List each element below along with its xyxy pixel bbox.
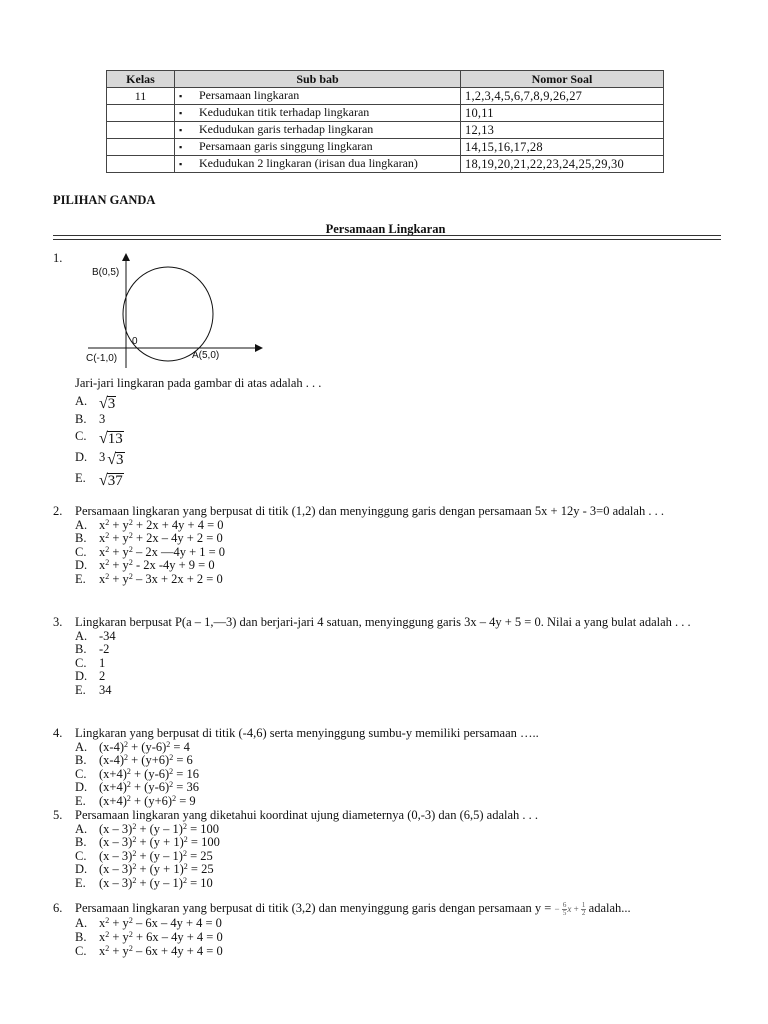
table-row bbox=[107, 105, 664, 122]
origin-label: 0 bbox=[132, 336, 138, 347]
bullet-icon: ▪ bbox=[179, 159, 183, 169]
cell-nomor-soal: 12,13 bbox=[461, 122, 664, 139]
question-4 bbox=[53, 727, 723, 809]
option-text: (x – 3)$^2$ + (y – 1)$^2$ = 100 bbox=[99, 821, 220, 836]
option-a[interactable] bbox=[75, 741, 723, 755]
bullet-icon: ▪ bbox=[179, 142, 183, 152]
option-letter: C. bbox=[75, 848, 87, 863]
cell-kelas: 11 bbox=[107, 88, 175, 105]
option-b[interactable] bbox=[75, 532, 723, 546]
option-text: 2 bbox=[99, 669, 106, 684]
option-text: $x^2 + y^2 - 6x - 4y + 4 = 0$ bbox=[99, 916, 222, 931]
fraction-denominator: 5 bbox=[562, 909, 567, 918]
cell-sub-bab-text: Kedudukan 2 lingkaran (irisan dua lingkaran) bbox=[199, 156, 418, 170]
cell-sub-bab bbox=[175, 139, 461, 156]
option-text: (x – 3)$^2$ + (y – 1)$^2$ = 25 bbox=[99, 848, 213, 863]
option-d[interactable] bbox=[75, 781, 723, 795]
option-list bbox=[75, 391, 723, 489]
point-b-label: B(0,5) bbox=[92, 267, 120, 278]
option-letter: C. bbox=[75, 943, 87, 958]
option-e[interactable] bbox=[75, 468, 723, 489]
option-c[interactable] bbox=[75, 768, 723, 782]
option-list bbox=[75, 823, 723, 891]
bullet-icon: ▪ bbox=[179, 125, 183, 135]
question-stem: Persamaan lingkaran yang berpusat di titik (1,2) dan menyinggung garis dengan persamaan 5x + 12y - 3=0 adalah . . . bbox=[75, 504, 664, 518]
option-text: $(x - 3)^2 + (y + 1)^2 = 25$ bbox=[99, 862, 214, 877]
option-list bbox=[75, 630, 723, 698]
header-sub-bab: Sub bab bbox=[175, 71, 461, 88]
option-b[interactable] bbox=[75, 754, 723, 768]
option-letter: D. bbox=[75, 669, 88, 684]
fraction-numerator: 1 bbox=[581, 901, 586, 910]
option-list bbox=[75, 741, 723, 809]
option-e[interactable] bbox=[75, 573, 723, 587]
sqrt-expression: √ 37 bbox=[99, 471, 123, 489]
question-number: 6. bbox=[53, 901, 63, 915]
option-text: $(x-4)^2 + (y-6)^2 = 4$ bbox=[99, 739, 190, 754]
cell-sub-bab-text: Kedudukan garis terhadap lingkaran bbox=[199, 122, 374, 136]
sqrt-expression: √ 3 bbox=[99, 394, 116, 412]
option-text: -2 bbox=[99, 642, 110, 657]
radicand: 13 bbox=[107, 430, 123, 447]
topic-table bbox=[106, 70, 664, 173]
option-c[interactable] bbox=[75, 546, 723, 560]
question-stem: Jari-jari lingkaran pada gambar di atas adalah . . . bbox=[75, 376, 322, 390]
table-row bbox=[107, 139, 664, 156]
option-letter: B. bbox=[75, 411, 87, 426]
question-stem: Lingkaran yang berpusat di titik (-4,6) serta menyinggung sumbu-y memiliki persamaan ….. bbox=[75, 726, 539, 740]
option-b[interactable] bbox=[75, 931, 723, 945]
option-d[interactable] bbox=[75, 863, 723, 877]
section-title: PILIHAN GANDA bbox=[53, 193, 156, 207]
option-letter: E. bbox=[75, 793, 86, 808]
cell-sub-bab-text: Persamaan garis singgung lingkaran bbox=[199, 139, 373, 153]
option-e[interactable] bbox=[75, 795, 723, 809]
option-letter: C. bbox=[75, 428, 87, 443]
option-a[interactable] bbox=[75, 917, 723, 931]
option-text: $(x-4)^2 + (y+6)^2 = 6$ bbox=[99, 753, 193, 768]
cell-nomor-soal: 10,11 bbox=[461, 105, 664, 122]
option-c[interactable] bbox=[75, 945, 723, 959]
option-letter: C. bbox=[75, 655, 87, 670]
question-number: 4. bbox=[53, 726, 63, 740]
option-text: $x^2 + y^2 + 2x + 4y + 4 = 0$ bbox=[99, 517, 224, 532]
sqrt-expression: √ 3 bbox=[107, 450, 124, 468]
radicand: 3 bbox=[116, 451, 124, 468]
cell-sub-bab-text: Kedudukan titik terhadap lingkaran bbox=[199, 105, 370, 119]
table-header-row bbox=[107, 71, 664, 88]
cell-nomor-soal: 14,15,16,17,28 bbox=[461, 139, 664, 156]
option-text: $x^2 + y^2 - 2x$ —4y + 1 = 0 bbox=[99, 544, 226, 559]
header-kelas: Kelas bbox=[107, 71, 175, 88]
option-b[interactable] bbox=[75, 412, 723, 426]
question-stem: Lingkaran berpusat P(a – 1,—3) dan berjari-jari 4 satuan, menyinggung garis 3x – 4y + 5 = 0. Nilai a yang bulat adalah . . . bbox=[75, 615, 691, 629]
option-text: 34 bbox=[99, 682, 112, 697]
radicand: 37 bbox=[107, 472, 123, 489]
option-letter: E. bbox=[75, 571, 86, 586]
table-row bbox=[107, 88, 664, 105]
option-letter: E. bbox=[75, 682, 86, 697]
option-list bbox=[75, 917, 723, 958]
subsection-title: Persamaan Lingkaran bbox=[325, 222, 446, 236]
question-2 bbox=[53, 505, 723, 587]
option-text: 3 bbox=[99, 411, 106, 426]
fraction-denominator: 2 bbox=[581, 909, 586, 918]
option-letter: E. bbox=[75, 470, 86, 485]
question-5 bbox=[53, 809, 723, 891]
point-a-label: A(5,0) bbox=[192, 350, 220, 361]
option-text: $(x+4)^2 + (y-6)^2 = 16$ bbox=[99, 766, 199, 781]
cell-sub-bab bbox=[175, 156, 461, 173]
option-text: -34 bbox=[99, 628, 116, 643]
stem-text-end: adalah... bbox=[588, 901, 631, 915]
option-text: (x – 3)$^2$ + (y – 1)$^2$ = 10 bbox=[99, 875, 213, 890]
option-letter: E. bbox=[75, 875, 86, 890]
option-text: $x^2 + y^2 - 3x + 2x + 2 = 0$ bbox=[99, 571, 223, 586]
option-list bbox=[75, 519, 723, 587]
option-d[interactable] bbox=[75, 670, 723, 684]
header-nomor-soal: Nomor Soal bbox=[461, 71, 664, 88]
question-number: 1. bbox=[53, 251, 63, 265]
option-letter: B. bbox=[75, 642, 87, 657]
circle-graph bbox=[84, 250, 270, 368]
question-stem: Persamaan lingkaran yang diketahui koordinat ujung diameternya (0,-3) dan (6,5) adalah . . . bbox=[75, 808, 539, 822]
radicand: 3 bbox=[107, 395, 116, 412]
cell-sub-bab bbox=[175, 122, 461, 139]
option-a[interactable] bbox=[75, 823, 723, 837]
option-letter: A. bbox=[75, 628, 88, 643]
option-text: $x^2 + y^2 - 2x$ -4y + 9 = 0 bbox=[99, 558, 215, 573]
cell-sub-bab bbox=[175, 105, 461, 122]
cell-kelas bbox=[107, 105, 175, 122]
option-text: $(x+4)^2 + (y-6)^2 = 36$ bbox=[99, 780, 199, 795]
cell-sub-bab bbox=[175, 88, 461, 105]
option-letter: C. bbox=[75, 544, 87, 559]
cell-kelas bbox=[107, 156, 175, 173]
option-letter: A. bbox=[75, 393, 88, 408]
question-number: 5. bbox=[53, 808, 63, 822]
option-letter: D. bbox=[75, 862, 88, 877]
stem-text: Persamaan lingkaran yang berpusat di titik (3,2) dan menyinggung garis dengan persamaan y = bbox=[75, 901, 555, 915]
option-b[interactable] bbox=[75, 643, 723, 657]
option-letter: D. bbox=[75, 780, 88, 795]
cell-sub-bab-text: Persamaan lingkaran bbox=[199, 88, 300, 102]
cell-kelas bbox=[107, 139, 175, 156]
question-number: 2. bbox=[53, 504, 63, 518]
question-6 bbox=[53, 902, 723, 958]
option-b[interactable] bbox=[75, 836, 723, 850]
option-text: 1 bbox=[99, 655, 106, 670]
option-d[interactable] bbox=[75, 447, 723, 468]
option-a[interactable] bbox=[75, 391, 723, 412]
option-letter: D. bbox=[75, 558, 88, 573]
question-stem bbox=[75, 902, 723, 917]
fraction bbox=[581, 902, 587, 917]
option-letter: B. bbox=[75, 753, 87, 768]
option-letter: A. bbox=[75, 821, 88, 836]
cell-nomor-soal: 1,2,3,4,5,6,7,8,9,26,27 bbox=[461, 88, 664, 105]
table-row bbox=[107, 156, 664, 173]
sqrt-expression: √ 13 bbox=[99, 429, 123, 447]
option-letter: B. bbox=[75, 531, 87, 546]
option-text: $x^2 + y^2 + 2x - 4y + 2 = 0$ bbox=[99, 531, 223, 546]
table-row bbox=[107, 122, 664, 139]
option-text: $(x+4)^2 + (y+6)^2 = 9$ bbox=[99, 793, 196, 808]
option-letter: A. bbox=[75, 517, 88, 532]
option-text: $x^2 + y^2 + 6x - 4y + 4 = 0$ bbox=[99, 930, 223, 945]
option-a[interactable] bbox=[75, 630, 723, 644]
option-text: $x^2 + y^2 - 6x + 4y + 4 = 0$ bbox=[99, 943, 223, 958]
bullet-icon: ▪ bbox=[179, 91, 183, 101]
option-letter: C. bbox=[75, 766, 87, 781]
fraction-numerator: 6 bbox=[562, 901, 567, 910]
question-number: 3. bbox=[53, 615, 63, 629]
cell-nomor-soal: 18,19,20,21,22,23,24,25,29,30 bbox=[461, 156, 664, 173]
option-e[interactable] bbox=[75, 684, 723, 698]
option-letter: B. bbox=[75, 930, 87, 945]
option-letter: B. bbox=[75, 835, 87, 850]
option-letter: D. bbox=[75, 449, 88, 464]
option-c[interactable] bbox=[75, 426, 723, 447]
double-divider bbox=[53, 235, 721, 240]
option-c[interactable] bbox=[75, 657, 723, 671]
coefficient: 3 bbox=[99, 449, 106, 464]
option-d[interactable] bbox=[75, 559, 723, 573]
point-c-label: C(-1,0) bbox=[86, 353, 118, 364]
option-text: $(x - 3)^2 + (y + 1)^2 = 100$ bbox=[99, 835, 220, 850]
question-3 bbox=[53, 616, 723, 698]
option-e[interactable] bbox=[75, 877, 723, 891]
option-letter: A. bbox=[75, 739, 88, 754]
question-1-body bbox=[53, 377, 723, 489]
option-c[interactable] bbox=[75, 850, 723, 864]
option-a[interactable] bbox=[75, 519, 723, 533]
cell-kelas bbox=[107, 122, 175, 139]
fraction-expression: − $\frac{6}{5}$ x + $\frac{1}{2}$ bbox=[554, 901, 586, 918]
bullet-icon: ▪ bbox=[179, 108, 183, 118]
option-letter: A. bbox=[75, 916, 88, 931]
